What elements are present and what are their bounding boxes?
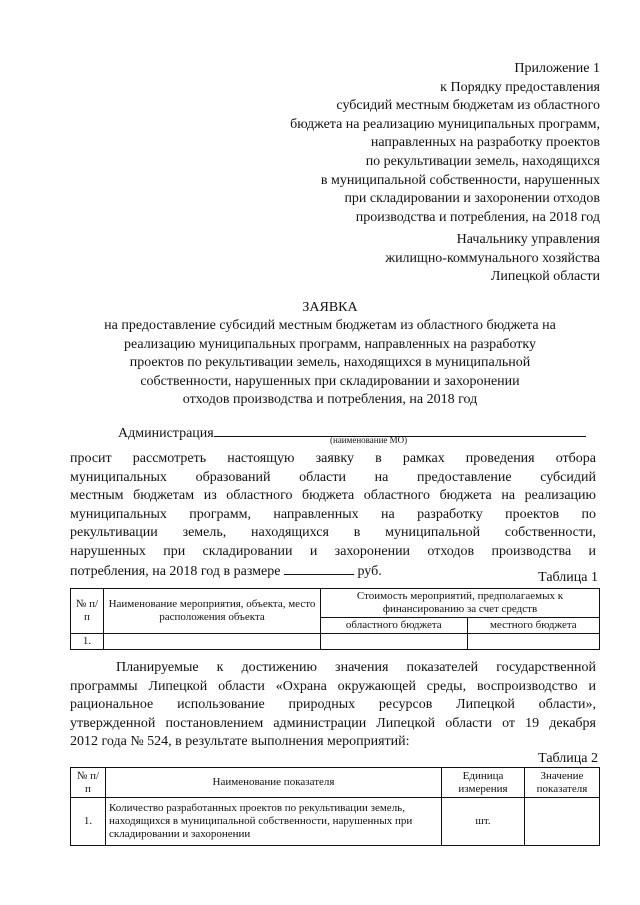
document-subtitle <box>70 317 590 410</box>
appendix-line: производства и потребления, на 2018 год <box>355 209 600 225</box>
request-amount-suffix: руб. <box>357 563 382 579</box>
request-line: муниципальных программ, направленных на разработку проектов по <box>70 506 596 522</box>
table1-cell-regional[interactable] <box>321 634 468 650</box>
table1-header-local: местного бюджета <box>467 618 599 634</box>
table1-header-name: Наименование мероприятия, объекта, место расположения объекта <box>104 589 321 634</box>
addressee-line: жилищно-коммунального хозяйства <box>385 250 600 266</box>
table1-header-regional: областного бюджета <box>321 618 468 634</box>
table2 <box>70 767 600 846</box>
table1-cell-name[interactable] <box>104 634 321 650</box>
appendix-header <box>290 60 600 227</box>
subtitle-line: собственности, нарушенных при складировании и захоронении <box>140 373 520 389</box>
table2-row-value[interactable] <box>525 798 600 846</box>
appendix-line: к Порядку предоставления <box>440 79 600 95</box>
table1-header-cost: Стоимость мероприятий, предполагаемых к финансированию за счет средств <box>321 589 600 618</box>
appendix-line: в муниципальной собственности, нарушенных <box>320 172 600 188</box>
mo-caption: (наименование МО) <box>330 435 408 445</box>
planned-line: рациональное использование природных ресурсов Липецкой области», <box>70 697 596 713</box>
planned-line: утвержденной постановлением администрации Липецкой области от 19 декабря <box>70 715 596 731</box>
table1-row-num: 1. <box>71 634 104 650</box>
addressee-block <box>385 231 600 287</box>
appendix-line: субсидий местным бюджетам из областного <box>336 98 600 114</box>
table2-header-value: Значение показателя <box>525 768 600 798</box>
request-line: местным бюджетам из областного бюджета областного бюджета на реализацию <box>70 488 596 504</box>
subtitle-line: на предоставление субсидий местным бюджетам из областного бюджета на <box>104 318 556 333</box>
table2-header-num: № п/п <box>71 768 106 798</box>
table2-row-name: Количество разработанных проектов по рекультивации земель, находящихся в муниципальной собственности, нарушенных при складировании и захоронении <box>106 798 442 846</box>
request-line-last <box>70 562 596 582</box>
request-line: нарушенных при складировании и захоронении отходов производства и <box>70 544 596 559</box>
addressee-line: Липецкой области <box>490 269 600 285</box>
appendix-line: при складировании и захоронении отходов <box>344 191 600 207</box>
table2-row-unit: шт. <box>442 798 525 846</box>
request-line: просит рассмотреть настоящую заявку в рамках проведения отбора <box>70 451 596 466</box>
appendix-line: бюджета на реализацию муниципальных программ, <box>290 116 600 132</box>
planned-line: программы Липецкой области «Охрана окружающей среды, воспроизводство и <box>70 678 596 694</box>
table2-header-unit: Единица измерения <box>442 768 525 798</box>
request-amount-prefix: потребления, на 2018 год в размере <box>70 563 281 579</box>
subtitle-line: реализацию муниципальных программ, направленных на разработку <box>123 336 537 352</box>
table1-label: Таблица 1 <box>538 570 598 585</box>
table1 <box>70 588 600 650</box>
document-title: ЗАЯВКА <box>302 300 358 315</box>
table1-header-num: № п/п <box>71 589 104 634</box>
administration-label: Администрация <box>118 426 214 441</box>
appendix-line: направленных на разработку проектов <box>370 135 600 151</box>
appendix-line: по рекультивации земель, находящихся <box>365 153 600 169</box>
addressee-line: Начальнику управления <box>456 232 600 247</box>
request-line: рекультивации земель, находящихся в муниципальной собственности, <box>70 525 596 541</box>
appendix-line: Приложение 1 <box>514 61 600 76</box>
planned-line: Планируемые к достижению значения показателей государственной <box>116 660 596 675</box>
subtitle-line: отходов производства и потребления, на 2018 год <box>182 392 478 408</box>
subtitle-line: проектов по рекультивации земель, находящихся в муниципальной <box>129 355 531 371</box>
table2-row-num: 1. <box>71 798 106 846</box>
table2-label: Таблица 2 <box>538 751 598 766</box>
request-line: муниципальных образований области на предоставление субсидий <box>70 469 596 485</box>
planned-line-last: 2012 года № 524, в результате выполнения мероприятий: <box>70 734 410 750</box>
amount-blank[interactable] <box>284 562 354 575</box>
table2-header-name: Наименование показателя <box>106 768 442 798</box>
table1-cell-local[interactable] <box>467 634 599 650</box>
